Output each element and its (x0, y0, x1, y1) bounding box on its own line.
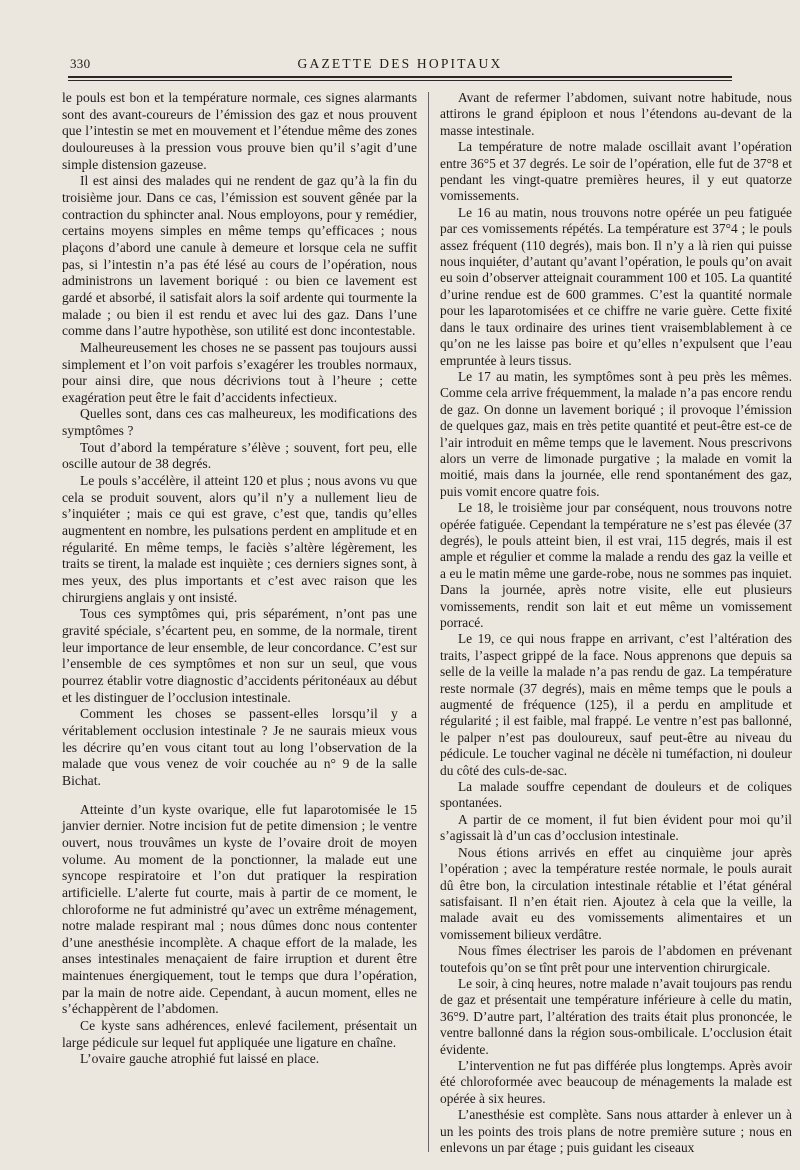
paragraph: Atteinte d’un kyste ovarique, elle fut laparotomisée le 15 janvier dernier. Notre incision fut de petite dimension ; le ventre ouvert, nous trouvâmes un kyste de l’ovaire droit de moyen volume. Au moment de la ponctionner, la malade eut une syncope respiratoire et l’on dut pratiquer la respiration artificielle. L’alerte fut courte, mais à partir de ce moment, le chloroforme ne fut administré qu’avec un extrême ménagement, notre malade respirant mal ; nous dûmes donc nous contenter d’une anesthésie incomplète. A chaque effort de la malade, les anses intestinales menaçaient de faire irruption et durent être maintenues énergiquement, tout le temps que dura l’opération, par la main de notre aide. Cependant, à aucun moment, elles ne s’échappèrent de l’abdomen. (62, 801, 417, 1017)
paragraph: Il est ainsi des malades qui ne rendent de gaz qu’à la fin du troisième jour. Dans ce cas, l’émission est souvent gênée par la contraction du sphincter anal. Nous employons, pour y remédier, certains moyens simples en même temps qu’efficaces ; nous plaçons d’abord une canule à demeure et lorsque cela ne suffit pas, si l’intestin n’a pas été lésé au cours de l’opération, nous administrons un lavement boriqué : ou bien ce lavement est gardé et absorbé, il satisfait alors la soif ardente qui tourmente la malade ; ou bien il est rendu et avec lui des gaz. Dans l’une comme dans l’autre hypothèse, son utilité est donc incontestable. (62, 173, 417, 339)
paragraph: Le 17 au matin, les symptômes sont à peu près les mêmes. Comme cela arrive fréquemment, la malade n’a pas encore rendu de gaz. On donne un lavement boriqué ; il provoque l’émission de quelques gaz, mais en très petite quantité et peut-être est-ce de l’air introduit en même temps que le lavement. Nous prescrivons alors un verre de limonade purgative ; la malade en vomit la moitié, mais dans la journée, elle rend spontanément des gaz, puis vomit encore quatre fois. (440, 368, 792, 499)
paragraph: L’intervention ne fut pas différée plus longtemps. Après avoir été chloroformée avec beaucoup de ménagements la malade est opérée à six heures. (440, 1057, 792, 1106)
left-column (62, 90, 417, 1068)
paragraph: Quelles sont, dans ces cas malheureux, les modifications des symptômes ? (62, 406, 417, 439)
paragraph: La malade souffre cependant de douleurs et de coliques spontanées. (440, 779, 792, 811)
paragraph: Tous ces symptômes qui, pris séparément, n’ont pas une gravité spéciale, s’écartent peu, en somme, de la normale, tirent leur importance de leur ensemble, de leur concordance. C’est sur l’ensemble de ces symptômes et non sur un seul, que vous pourrez établir votre diagnostic d’accidents péritonéaux au début et les distinguer de l’occlusion intestinale. (62, 606, 417, 705)
paragraph: L’anesthésie est complète. Sans nous attarder à enlever un à un les points des trois plans de notre première suture ; nous en enlevons un par étage ; puis guidant les ciseaux (440, 1107, 792, 1155)
paragraph: A partir de ce moment, il fut bien évident pour moi qu’il s’agissait là d’un cas d’occlusion intestinale. (440, 811, 792, 844)
paragraph: Ce kyste sans adhérences, enlevé facilement, présentait un large pédicule sur lequel fut appliquée une ligature en chaîne. (62, 1018, 417, 1050)
running-header (0, 48, 800, 78)
journal-title: GAZETTE DES HOPITAUX (297, 56, 503, 71)
paragraph: Comment les choses se passent-elles lorsqu’il y a véritablement occlusion intestinale ? Je ne saurais mieux vous les décrire qu’en vous citant tout au long l’observation de la malade que vous venez de voir couchée au n° 9 de la salle Bichat. (62, 706, 417, 788)
column-divider (428, 92, 429, 1152)
paragraph: L’ovaire gauche atrophié fut laissé en place. (80, 1051, 320, 1067)
page-number: 330 (70, 56, 91, 71)
right-column (440, 90, 792, 1156)
paragraph: Nous fîmes électriser les parois de l’abdomen en prévenant toutefois qu’on se tînt prêt pour une intervention chirurgicale. (440, 943, 792, 975)
paragraph: Le pouls s’accélère, il atteint 120 et plus ; nous avons vu que cela se produit souvent, alors qu’il n’y a nullement lieu de s’inquiéter ; mais ce qui est grave, c’est que, tandis qu’elles augmentent en nombre, les pulsations perdent en amplitude et en régularité. En même temps, le faciès s’altère légèrement, les traits se tirent, la malade est inquiète ; ces derniers signes sont, à mes yeux, des plus importants et c’est avec raison que les chirurgiens anglais y ont insisté. (62, 473, 417, 605)
paragraph: Le 18, le troisième jour par conséquent, nous trouvons notre opérée fatiguée. Cependant la température ne s’est pas élevée (37 degrés), le pouls atteint bien, il est vrai, 115 degrés, mais il est ample et régulier et comme la malade a rendu des gaz la veille et a eu le matin même une garde-robe, nous ne sommes pas inquiet. Dans la journée, après notre visite, elle eut plusieurs vomissements, rendit son lait et eut même un vomissement porracé. (440, 500, 792, 630)
paragraph: La température de notre malade oscillait avant l’opération entre 36°5 et 37 degrés. Le soir de l’opération, elle fut de 37°8 et pendant les vingt-quatre premières heures, il y eut quatorze vomissements. (440, 139, 792, 204)
header-rule-thick (68, 76, 732, 78)
paragraph: Le soir, à cinq heures, notre malade n’avait toujours pas rendu de gaz et présentait une température inférieure à celle du matin, 36°9. D’autre part, l’altération des traits était plus prononcée, le ventre ballonné dans la région sous-ombilicale. L’occlusion était évidente. (440, 975, 792, 1057)
header-rule-thin (68, 80, 732, 81)
paragraph: Le 19, ce qui nous frappe en arrivant, c’est l’altération des traits, l’aspect grippé de la face. Nous apprenons que depuis sa selle de la veille la malade n’a pas rendu de gaz. La température reste normale (37 degrés), mais en même temps que le pouls a augmenté de fréquence (125), il a perdu en amplitude et régularité ; il est faible, mal frappé. Le ventre n’est pas ballonné, le palper n’est pas douloureux, sauf peut-être au niveau du pédicule. Le toucher vaginal ne décèle ni tuméfaction, ni douleur du côté des culs-de-sac. (440, 631, 792, 778)
paragraph: Le 16 au matin, nous trouvons notre opérée un peu fatiguée par ces vomissements répétés. La température est 37°4 ; le pouls assez fréquent (110 degrés), mais bon. Il n’y a là rien qui puisse nous inquiéter, d’autant qu’avant l’opération, le pouls qu’on avait eu soin d’observer atteignait couramment 100 et 105. La quantité d’urine rendue est de 600 grammes. C’est la quantité normale pour les laparotomisées et ce chiffre ne varie guère. Cette fixité dans le taux ordinaire des urines tient vraisemblablement à ce qu’on ne les laisse pas boire et qu’elles n’expulsent que l’eau empruntée à leurs tissus. (440, 204, 792, 368)
paragraph: le pouls est bon et la température normale, ces signes alarmants sont des avant-coureurs de l’émission des gaz et nous prouvent que l’intestin se met en mouvement et l’étendue même des zones douloureuses à la pression vous prouve bien qu’il s’agit d’une simple distension gazeuse. (62, 90, 417, 172)
paragraph: Malheureusement les choses ne se passent pas toujours aussi simplement et l’on voit parfois s’exagérer les troubles normaux, pour ainsi dire, que nous décrivions tout à l’heure ; cette exagération peut être le fait d’accidents infectieux. (62, 339, 417, 405)
paragraph: Avant de refermer l’abdomen, suivant notre habitude, nous attirons le grand épiploon et nous l’étendons au-devant de la masse intestinale. (440, 90, 792, 138)
paragraph: Nous étions arrivés en effet au cinquième jour après l’opération ; avec la température restée normale, le pouls aurait dû être bon, la circulation intestinale rétablie et l’état général satisfaisant. Il n’en était rien. Ajoutez à cela que la veille, la malade avait eu des vomissements alimentaires et un vomissement bilieux verdâtre. (440, 844, 792, 942)
paragraph: Tout d’abord la température s’élève ; souvent, fort peu, elle oscille autour de 38 degrés. (62, 439, 417, 472)
